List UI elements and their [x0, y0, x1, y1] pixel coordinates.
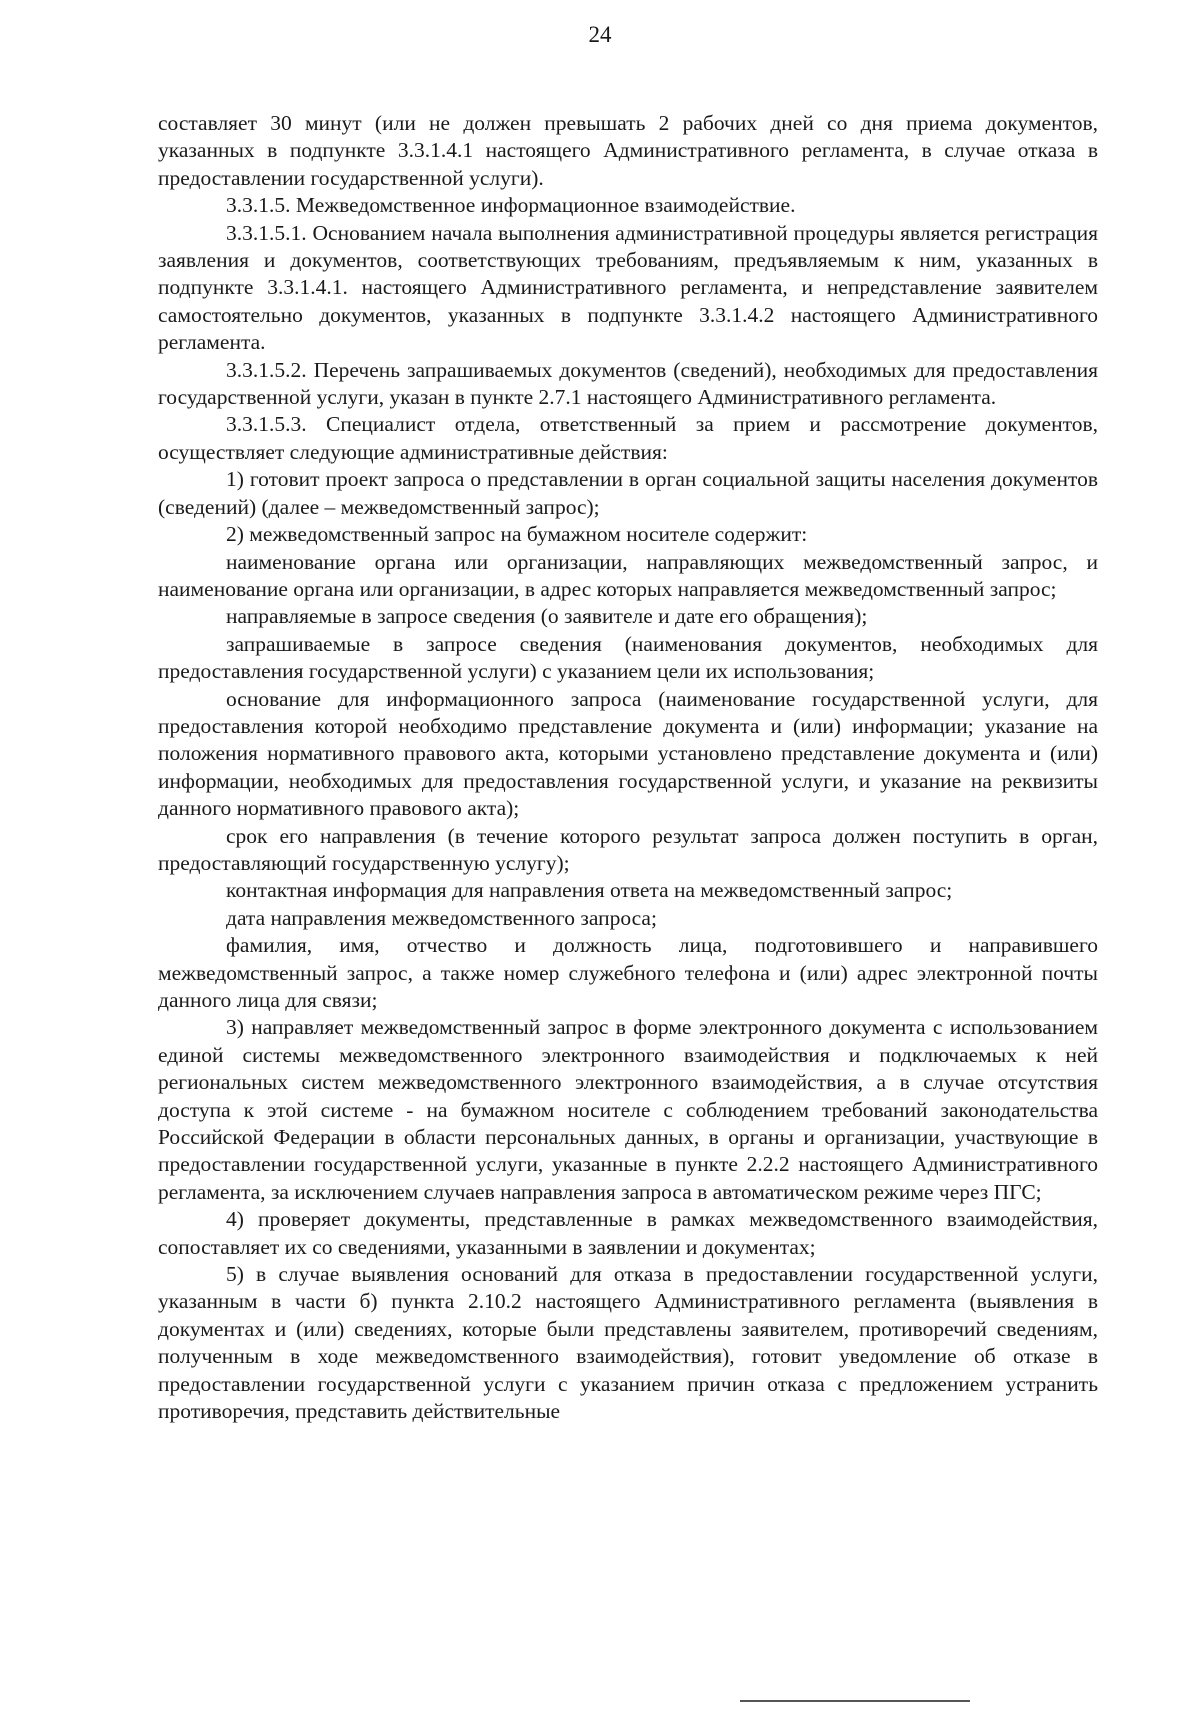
footer-scan-line: [740, 1700, 970, 1702]
paragraph-10: запрашиваемые в запросе сведения (наименования документов, необходимых для предоставления государственной услуги) с указанием цели их использования;: [158, 631, 1098, 684]
paragraph-7: 2) межведомственный запрос на бумажном носителе содержит:: [226, 522, 808, 547]
paragraph-15: фамилия, имя, отчество и должность лица, подготовившего и направившего межведомственный запрос, а также номер служебного телефона и (или) адрес электронной почты данного лица для связи;: [158, 933, 1098, 1012]
paragraph-11: основание для информационного запроса (наименование государственной услуги, для предоставления которой необходимо представление документа и (или) информации; указание на положения нормативного правового акта, которыми установлено представление документа и (или) информации, необходимых для предоставления государственной услуги, и указание на реквизиты данного нормативного правового акта);: [158, 686, 1098, 821]
paragraph-1: составляет 30 минут (или не должен превышать 2 рабочих дней со дня приема документов, указанных в подпункте 3.3.1.4.1 настоящего Административного регламента, в случае отказа в предоставлении государственной услуги).: [158, 111, 1098, 190]
paragraph-17: 4) проверяет документы, представленные в рамках межведомственного взаимодействия, сопоставляет их со сведениями, указанными в заявлении и документах;: [158, 1207, 1098, 1259]
paragraph-13: контактная информация для направления ответа на межведомственный запрос;: [226, 878, 953, 903]
paragraph-12: срок его направления (в течение которого результат запроса должен поступить в орган, предоставляющий государственную услугу);: [158, 823, 1098, 875]
paragraph-6: 1) готовит проект запроса о представлении в орган социальной защиты населения документов (сведений) (далее – межведомственный запрос);: [158, 467, 1098, 519]
paragraph-2: 3.3.1.5. Межведомственное информационное взаимодействие.: [226, 193, 796, 218]
paragraph-4: 3.3.1.5.2. Перечень запрашиваемых документов (сведений), необходимых для предоставления государственной услуги, указан в пункте 2.7.1 настоящего Административного регламента.: [158, 357, 1098, 410]
paragraph-14: дата направления межведомственного запроса;: [226, 905, 657, 930]
paragraph-8: наименование органа или организации, направляющих межведомственный запрос, и наименование органа или организации, в адрес которых направляется межведомственный запрос;: [158, 549, 1098, 601]
paragraph-16: 3) направляет межведомственный запрос в форме электронного документа с использованием единой системы межведомственного электронного взаимодействия и подключаемых к ней региональных систем межведомственного электронного взаимодействия, а в случае отсутствия доступа к этой системе - на бумажном носителе с соблюдением требований законодательства Российской Федерации в области персональных данных, в органы и организации, участвующие в предоставлении государственной услуги, указанные в пункте 2.2.2 настоящего Административного регламента, за исключением случаев направления запроса в автоматическом режиме через ПГС;: [158, 1015, 1098, 1204]
paragraph-3: 3.3.1.5.1. Основанием начала выполнения административной процедуры является регистрация заявления и документов, соответствующих требованиям, предъявляемым к ним, указанных в подпункте 3.3.1.4.1. настоящего Административного регламента, и непредставление заявителем самостоятельно документов, указанных в подпункте 3.3.1.4.2 настоящего Административного регламента.: [158, 220, 1098, 355]
paragraph-5: 3.3.1.5.3. Специалист отдела, ответственный за прием и рассмотрение документов, осуществляет следующие административные действия:: [158, 412, 1098, 464]
document-body: [158, 110, 1098, 1426]
paragraph-18: 5) в случае выявления оснований для отказа в предоставлении государственной услуги, указанным в части б) пункта 2.10.2 настоящего Административного регламента (выявления в документах и (или) сведениях, которые были представлены заявителем, противоречий сведениям, полученным в ходе межведомственного взаимодействия), готовит уведомление об отказе в предоставлении государственной услуги с указанием причин отказа с предложением устранить противоречия, представить действительные: [158, 1262, 1098, 1424]
paragraph-9: направляемые в запросе сведения (о заявителе и дате его обращения);: [226, 604, 868, 629]
page-number: 24: [588, 22, 612, 47]
